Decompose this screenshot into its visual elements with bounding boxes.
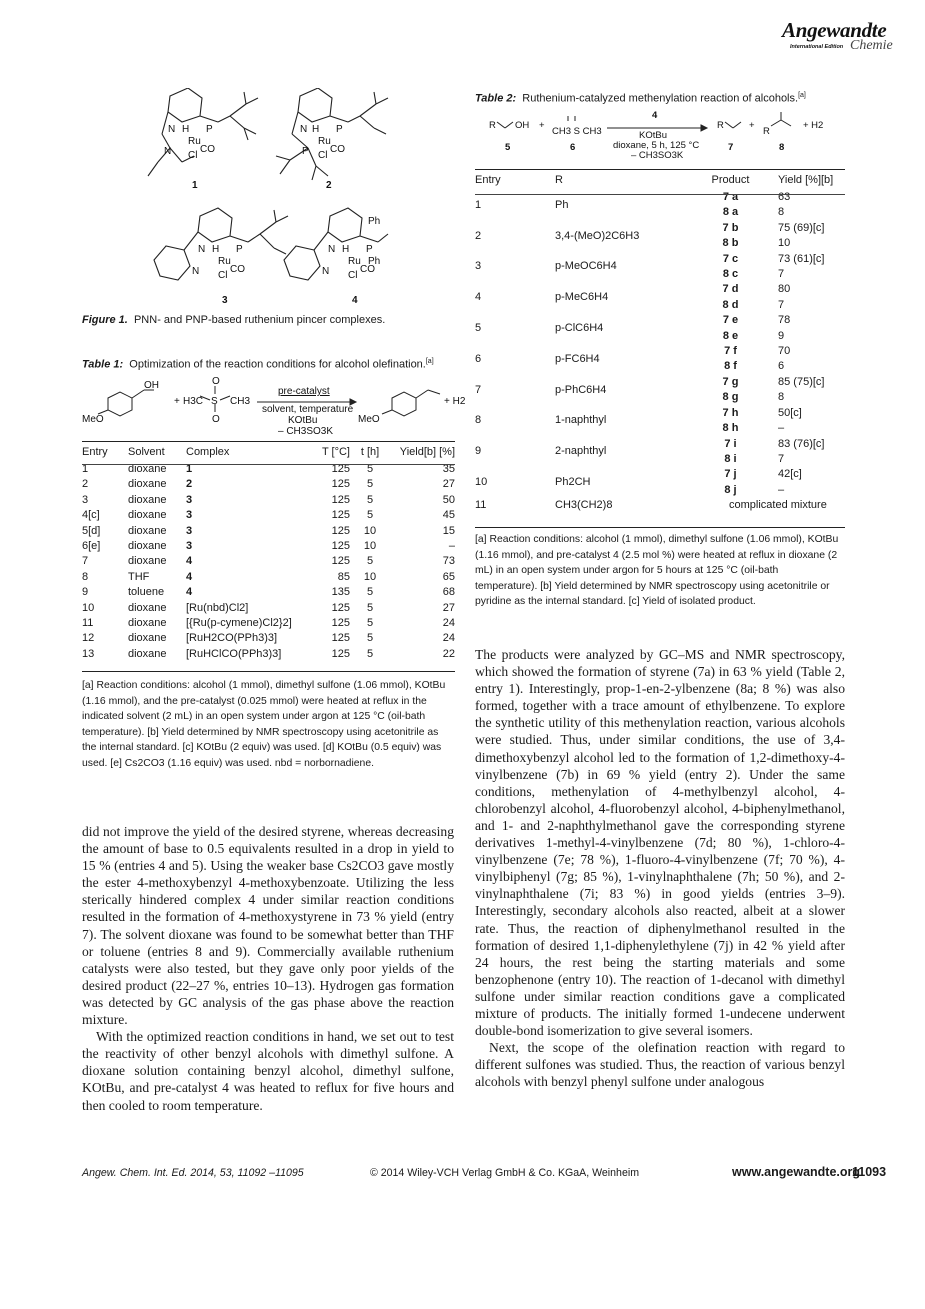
table1-header: Complex	[186, 446, 230, 459]
table1-scheme	[82, 372, 472, 434]
table1	[82, 444, 455, 662]
scheme2-base: KOtBu	[639, 130, 667, 141]
scheme1-precatalyst: pre-catalyst	[278, 386, 330, 397]
table2-header: Entry	[475, 174, 501, 187]
table2-cell: 7 b	[722, 221, 739, 234]
scheme2-oh: OH	[515, 120, 530, 131]
table2-cell: 75 (69)[c]	[778, 221, 825, 234]
table1-cell: [RuHClCO(PPh3)3]	[186, 647, 282, 660]
table2-cell: 2-naphthyl	[555, 445, 607, 458]
scheme2-r-product-2: R	[763, 126, 770, 137]
table1-cell: dioxane	[128, 647, 167, 660]
table2-cell: CH3(CH2)8	[555, 499, 613, 512]
table1-cell: 125	[331, 509, 350, 522]
svg-text:CO: CO	[360, 264, 375, 275]
table2-cell: 5	[475, 321, 482, 334]
scheme1-product-meo: MeO	[358, 414, 380, 425]
table1-row	[82, 508, 455, 523]
table2-cell: p-MeOC6H4	[555, 260, 617, 273]
svg-text:Ru: Ru	[348, 256, 361, 267]
table1-row	[82, 647, 455, 662]
table2-cell: –	[778, 422, 785, 435]
table2-row	[475, 282, 845, 297]
table1-cell: 8	[82, 570, 89, 583]
table2-cell: 9	[475, 445, 482, 458]
table1-cell: 125	[331, 493, 350, 506]
table2-cell: 8 c	[722, 268, 739, 281]
body-left-paragraph: did not improve the yield of the desired styrene, whereas decreasing the amount of base to 0.5 equivalents resulted in a drop in yield to 15 % (entries 4 and 5). Using the weaker base Cs2CO3 gave mostly the ester 4-methoxybenzyl 4-methoxybenzoate. Utilizing the less sterically hindered complex 4 under similar reaction conditions resulted in the formation of 4-methoxystyrene in 73 % yield (entry 7). The solvent dioxane was found to be somewhat better than THF or toluene (entries 8 and 9). Commercially available ruthenium catalysts were also tested, but they gave only poor yields of the desired product (22–27 %, entries 10–13). Hydrogen gas formation was detected by GC analysis of the gas phase above the reaction mixture.	[82, 824, 454, 1028]
table1-cell: 10	[82, 601, 95, 614]
svg-text:P: P	[302, 146, 309, 157]
table2-cell: 70	[778, 345, 791, 358]
table1-cell: 35	[442, 463, 455, 475]
figure1-caption-text: PNN- and PNP-based ruthenium pincer complexes.	[133, 314, 386, 326]
svg-text:N: N	[322, 266, 330, 277]
table1-cell: 4	[186, 570, 193, 583]
table1-cell: dioxane	[128, 493, 167, 506]
table2-cell: 7	[475, 383, 482, 396]
body-left	[82, 823, 454, 1114]
scheme2-byproduct: – CH3SO3K	[631, 150, 684, 158]
table1-cell: 27	[442, 601, 455, 614]
table2-cell: 8 e	[722, 329, 739, 342]
table1-cell: 4[c]	[82, 509, 100, 522]
table2-cell: 80	[778, 283, 791, 296]
table1-label: Table 1:	[82, 358, 124, 371]
table1-cell: 68	[442, 586, 455, 599]
table1-cell: THF	[128, 570, 150, 583]
svg-text:N: N	[328, 244, 336, 255]
table1-cell: 125	[331, 463, 350, 475]
table2-cell: 8 b	[722, 237, 739, 250]
complex-label-3: 3	[222, 295, 228, 306]
table2-caption-note: [a]	[798, 92, 806, 99]
table1-cell: 73	[442, 555, 455, 568]
table2-header-rule	[475, 194, 845, 195]
scheme2-num5: 5	[505, 142, 511, 153]
svg-text:H: H	[312, 124, 320, 135]
svg-text:P: P	[366, 244, 373, 255]
scheme2-plus: +	[539, 120, 545, 131]
table2-cell: 7 j	[724, 468, 737, 481]
svg-text:Ru: Ru	[318, 136, 331, 147]
table1-cell: 24	[442, 617, 455, 630]
table1-cell: [Ru(nbd)Cl2]	[186, 601, 249, 614]
table2-cell: 7	[778, 268, 785, 281]
table1-cell: dioxane	[128, 524, 167, 537]
table1-header: Yield[b] [%]	[399, 446, 455, 459]
table2-cell: 3	[475, 260, 482, 273]
svg-text:H: H	[212, 244, 220, 255]
table2-row	[475, 437, 845, 452]
table2-cell: 73 (61)[c]	[778, 252, 825, 265]
table2-row	[475, 498, 845, 513]
svg-text:Cl: Cl	[318, 150, 328, 161]
table2-cell: 42[c]	[778, 468, 802, 481]
scheme2-conditions: dioxane, 5 h, 125 °C	[613, 140, 700, 151]
table1-cell: 85	[337, 570, 350, 583]
table1-top-rule	[82, 441, 455, 442]
table1-cell: 7	[82, 555, 89, 568]
footer-website[interactable]: www.angewandte.org	[732, 1165, 861, 1179]
scheme1-h2: + H2	[444, 396, 466, 407]
table1-header: T [°C]	[321, 446, 350, 459]
table1-cell: 4	[186, 555, 193, 568]
table1-row	[82, 631, 455, 646]
table1-cell: 24	[442, 632, 455, 645]
table1-cell: 5	[366, 555, 374, 568]
table1-header-row	[82, 444, 455, 462]
table2-row	[475, 467, 845, 482]
table1-row	[82, 585, 455, 600]
figure1-caption	[82, 314, 385, 326]
table1-cell: 125	[331, 524, 350, 537]
table1-caption-text: Optimization of the reaction conditions for alcohol olefination.	[129, 358, 426, 371]
table2-cell: 85 (75)[c]	[778, 375, 825, 388]
table1-cell: 2	[186, 478, 193, 491]
table1-row	[82, 477, 455, 492]
table1-bottom-rule	[82, 671, 455, 672]
body-left-paragraph: With the optimized reaction conditions in hand, we set out to test the reactivity of other benzyl alcohols with dimethyl sulfone. A dioxane solution containing benzyl alcohol, dimethyl sulfone, KOtBu, and pre-catalyst 4 was heated to reflux for five hours and then cooled to room temperature.	[82, 1029, 454, 1113]
complex-label-1: 1	[192, 180, 198, 191]
table1-cell: 3	[186, 509, 193, 522]
table1-cell: [RuH2CO(PPh3)3]	[186, 632, 278, 645]
table2-cell: 1-naphthyl	[555, 414, 607, 427]
table2-cell: 8 f	[724, 360, 737, 373]
table2-row	[475, 344, 845, 359]
scheme1-base: KOtBu	[288, 415, 318, 426]
table1-caption-note: [a]	[425, 358, 434, 365]
table2-row	[475, 313, 845, 328]
svg-text:Ru: Ru	[218, 256, 231, 267]
table2-header: Product	[711, 174, 750, 187]
scheme1-o-top: O	[212, 376, 220, 387]
table1-cell: 125	[331, 478, 350, 491]
table1-cell: 125	[331, 647, 350, 660]
table2-cell: 8 i	[724, 452, 737, 465]
table1-cell: dioxane	[128, 478, 167, 491]
table2-header: Yield [%][b]	[778, 174, 834, 187]
table1-header: t [h]	[360, 446, 380, 459]
table1-cell: 5	[366, 647, 374, 660]
table1-cell: 13	[82, 647, 95, 660]
complex-label-4: 4	[352, 295, 358, 306]
table2-cell: 1	[475, 198, 482, 211]
table1-cell: 125	[331, 601, 350, 614]
table1-cell: 125	[331, 540, 350, 553]
table1-cell: 3	[186, 493, 193, 506]
table2-cell: 7 a	[722, 191, 739, 203]
table2-row	[475, 252, 845, 267]
table1-cell: dioxane	[128, 632, 167, 645]
table1-cell: 1	[186, 463, 193, 475]
scheme2-h2: + H2	[803, 120, 824, 131]
table1-row	[82, 601, 455, 616]
table2-top-rule	[475, 169, 845, 170]
table1-cell: 125	[331, 632, 350, 645]
scheme2-r-product: R	[717, 120, 724, 131]
table2-cell: 63	[778, 191, 791, 203]
table2-caption-text: Ruthenium-catalyzed methenylation reaction of alcohols.	[522, 92, 799, 105]
table1-cell: 9	[82, 586, 89, 599]
svg-text:CO: CO	[230, 264, 245, 275]
table2-cell: 50[c]	[778, 406, 802, 419]
complex-label-2: 2	[326, 180, 332, 191]
table2-cell: 7 g	[722, 375, 739, 388]
svg-text:Ph: Ph	[368, 256, 381, 267]
table1-cell: 5	[366, 601, 374, 614]
table1-cell: 3	[82, 493, 89, 506]
table2-bottom-rule	[475, 527, 845, 528]
table1-cell: 5	[366, 463, 374, 475]
table2-cell: 8 d	[722, 298, 739, 311]
table1-cell: 3	[186, 524, 193, 537]
table1-cell: 15	[442, 524, 455, 537]
table1-cell: dioxane	[128, 601, 167, 614]
table1-caption	[82, 358, 434, 371]
table2-cell: 8 a	[722, 206, 739, 219]
table1-cell: 10	[363, 524, 377, 537]
table1-row	[82, 616, 455, 631]
table2-header: R	[555, 174, 563, 187]
table1-cell: 22	[442, 647, 455, 660]
table1-row	[82, 570, 455, 585]
table1-cell: 135	[331, 586, 350, 599]
table2-cell: 10	[475, 476, 488, 489]
scheme1-oh: OH	[144, 380, 159, 391]
svg-text:Cl: Cl	[348, 270, 358, 281]
table1-cell: 10	[363, 540, 377, 553]
table2-cell: 7 c	[722, 252, 739, 265]
svg-text:H: H	[182, 124, 190, 135]
footer-copyright: © 2014 Wiley-VCH Verlag GmbH & Co. KGaA, Weinheim	[370, 1167, 640, 1179]
table2-cell: 7 e	[722, 314, 739, 327]
scheme2-sulfone: CH3 S CH3	[552, 126, 602, 137]
svg-text:CO: CO	[200, 144, 215, 155]
table2-cell: 2	[475, 229, 482, 242]
table1-cell: 125	[331, 617, 350, 630]
table1-cell: 5	[366, 632, 374, 645]
table1-footnote: [a] Reaction conditions: alcohol (1 mmol), dimethyl sulfone (1.06 mmol), KOtBu (1.16 mmol), and the pre-catalyst (0.025 mmol) were heated at reflux in the indicated solvent (2 mL) in an open system under argon at 125 °C (oil-bath temperature). [b] Yield determined by NMR spectroscopy using acetonitrile as the internal standard. [c] KOtBu (2 equiv) was used. [d] KOtBu (0.5 equiv) was used. [e] Cs2CO3 (1.16 equiv) was used. nbd = norbornadiene.	[82, 680, 446, 769]
scheme2-r: R	[489, 120, 496, 131]
svg-text:Cl: Cl	[218, 270, 228, 281]
journal-logo: Angewandte	[782, 18, 887, 42]
table1-cell: dioxane	[128, 540, 167, 553]
table2-cell: 11	[475, 499, 487, 512]
svg-text:P: P	[336, 124, 343, 135]
table2-cell: Ph	[555, 198, 569, 211]
scheme2-num7: 7	[728, 142, 734, 153]
table2-cell: 7	[778, 452, 785, 465]
scheme2-num6: 6	[570, 142, 576, 153]
table1-cell: 65	[442, 570, 455, 583]
table1-cell: dioxane	[128, 463, 167, 475]
footer-page-number: 11093	[852, 1165, 887, 1179]
table1-cell: 5[d]	[82, 524, 101, 537]
scheme1-meo: MeO	[82, 414, 104, 425]
table1-cell: 12	[82, 632, 95, 645]
svg-text:N: N	[192, 266, 200, 277]
figure1-label: Figure 1.	[82, 314, 128, 326]
table2-cell: 4	[475, 291, 482, 304]
table2-cell: Ph2CH	[555, 476, 591, 489]
table1-cell: 50	[442, 493, 455, 506]
table1-cell: [{Ru(p-cymene)Cl2}2]	[186, 617, 292, 630]
table1-cell: dioxane	[128, 555, 167, 568]
table2-cell: 8 j	[724, 483, 737, 496]
table1-cell: 5	[366, 617, 374, 630]
body-right-paragraph: Next, the scope of the olefination reaction with regard to different sulfones was studied. Thus, the reaction of various benzyl alcohols with benzyl phenyl sulfone under analogous	[475, 1040, 845, 1090]
table1-cell: 125	[331, 555, 350, 568]
table1-cell: 4	[186, 586, 193, 599]
table1-cell: 2	[82, 478, 89, 491]
scheme1-s: S	[211, 396, 218, 407]
table2-row	[475, 375, 845, 390]
table1-row	[82, 524, 455, 539]
table1-cell: dioxane	[128, 509, 167, 522]
scheme2-num8: 8	[779, 142, 785, 153]
table2-cell: 8	[778, 391, 785, 404]
table2-cell: 7 f	[724, 345, 737, 358]
table2-cell: p-ClC6H4	[555, 321, 604, 334]
svg-text:Ru: Ru	[188, 136, 201, 147]
svg-text:P: P	[236, 244, 243, 255]
table1-header: Entry	[82, 446, 108, 459]
table2-cell: 8	[475, 414, 482, 427]
table1-cell: 5	[366, 493, 374, 506]
svg-text:N: N	[300, 124, 308, 135]
table2-cell: 7	[778, 298, 785, 311]
table1-cell: 45	[442, 509, 455, 522]
table1-cell: 10	[363, 570, 377, 583]
table2-cell: 7 h	[722, 406, 739, 419]
footer-citation: Angew. Chem. Int. Ed. 2014, 53, 11092 –11095	[82, 1167, 304, 1179]
table2	[475, 172, 845, 514]
table1-cell: 3	[186, 540, 193, 553]
table1-cell: 11	[82, 617, 94, 630]
svg-text:Ph: Ph	[368, 216, 381, 227]
table2-cell: 9	[778, 329, 785, 342]
table2-header-row	[475, 172, 845, 190]
svg-text:Cl: Cl	[188, 150, 198, 161]
scheme1-conditions: solvent, temperature	[262, 404, 354, 415]
table2-cell: 3,4-(MeO)2C6H3	[555, 229, 640, 242]
table1-cell: 6[e]	[82, 540, 101, 553]
table2-cell: p-PhC6H4	[555, 383, 607, 396]
table2-scheme	[475, 108, 845, 158]
body-right-paragraph: The products were analyzed by GC–MS and NMR spectroscopy, which showed the formation of styrene (7a) in 63 % yield (Table 2, entry 1). Interestingly, prop-1-en-2-ylbenzene (8a; 8 %) was also formed, together with a trace amount of ethylbenzene. To explore the synthetic utility of this methenylation reaction, various alcohols were studied. Thus, under similar conditions, the use of 3,4-dimethoxybenzyl alcohol led to the formation of 1,2-dimethoxy-4-vinylbenzene (7b) in 69 % yield (entry 2). Under the same conditions, methenylation of 4-methylbenzyl alcohol, 4-chlorobenzyl alcohol, 4-fluorobenzyl alcohol, 4-biphenylmethanol, and 1- and 2-naphthylmethanol gave the corresponding styrene derivatives 1-methyl-4-vinylbenzene (7d; 80 %), 1-chloro-4-vinylbenzene (7e; 78 %), 1-fluoro-4-vinylbenzene (7f; 70 %), 4-vinylbiphenyl (7g; 85 %), 1-vinylnaphthalene (7h; 50 %), and 2-vinylnaphthalene (7i; 83 %) in good yields (entries 3–9). Interestingly, secondary alcohols also reacted, albeit at a slower rate. Thus, the reaction of diphenylmethanol resulted in the formation of desired 1,1-diphenylethylene (7j) in 42 % yield after 24 hours, the rest being the starting materials and some benzophenone (entry 10). The reaction of 1-decanol with dimethyl sulfone under similar reaction conditions gave a complicated mixture of products. The initially formed 1-undecene underwent double-bond isomerization to give several isomers.	[475, 647, 845, 1039]
scheme1-h3c: H3C	[183, 396, 204, 407]
svg-text:N: N	[164, 146, 172, 157]
table2-cell: 83 (76)[c]	[778, 437, 825, 450]
table1-row	[82, 554, 455, 569]
table2-row	[475, 406, 845, 421]
body-right	[475, 646, 845, 1090]
table2-row	[475, 221, 845, 236]
table2-cell: 8 g	[722, 391, 739, 404]
svg-text:CO: CO	[330, 144, 345, 155]
table1-cell: 27	[442, 478, 455, 491]
table2-cell: 6	[778, 360, 785, 373]
svg-text:P: P	[206, 124, 213, 135]
table2-label: Table 2:	[475, 92, 517, 105]
atom-label: N	[168, 124, 176, 135]
scheme1-ch3: CH3	[230, 396, 251, 407]
table2-caption	[475, 92, 806, 105]
table2-cell: 7 d	[722, 283, 739, 296]
table1-header-rule	[82, 464, 455, 465]
table2-cell: 6	[475, 352, 482, 365]
table2-cell: 8	[778, 206, 785, 219]
scheme2-catalyst: 4	[652, 110, 658, 121]
svg-text:N: N	[198, 244, 206, 255]
scheme1-plus: +	[174, 396, 180, 407]
table2-cell: complicated mixture	[729, 499, 827, 512]
svg-text:H: H	[342, 244, 350, 255]
table2-cell: 8 h	[722, 422, 739, 435]
table1-cell: 5	[366, 478, 374, 491]
journal-logo-chemie: Chemie	[850, 38, 893, 53]
table2-cell: p-MeC6H4	[555, 291, 609, 304]
table1-cell: –	[448, 540, 455, 553]
table1-cell: toluene	[128, 586, 165, 599]
journal-logo-edition: International Edition	[790, 44, 844, 50]
table1-cell: dioxane	[128, 617, 167, 630]
scheme1-o-bottom: O	[212, 414, 220, 425]
table1-header: Solvent	[128, 446, 165, 459]
table2-cell: 78	[778, 314, 791, 327]
table1-cell: 1	[82, 463, 89, 475]
table2-cell: p-FC6H4	[555, 352, 600, 365]
table2-footnote: [a] Reaction conditions: alcohol (1 mmol), dimethyl sulfone (1.06 mmol), KOtBu (1.16 mmol), and pre-catalyst 4 (2.5 mol %) were heated at reflux in dioxane (2 mL) in an open system under argon for 5 hours at 125 °C (oil-bath temperature). [b] Yield determined by NMR spectroscopy using acetonitrile or pyridine as the internal standard. [c] Yield of isolated product.	[475, 534, 839, 608]
table1-row	[82, 539, 455, 554]
table1-cell: 5	[366, 586, 374, 599]
scheme1-byproduct: – CH3SO3K	[278, 426, 334, 434]
scheme2-plus-2: +	[749, 120, 755, 131]
table1-cell: 5	[366, 509, 374, 522]
table2-row	[475, 190, 845, 205]
table2-cell: 7 i	[724, 437, 737, 450]
table1-row	[82, 493, 455, 508]
figure1-structures	[140, 88, 400, 308]
table2-cell: –	[778, 483, 785, 496]
table2-cell: 10	[778, 237, 791, 250]
